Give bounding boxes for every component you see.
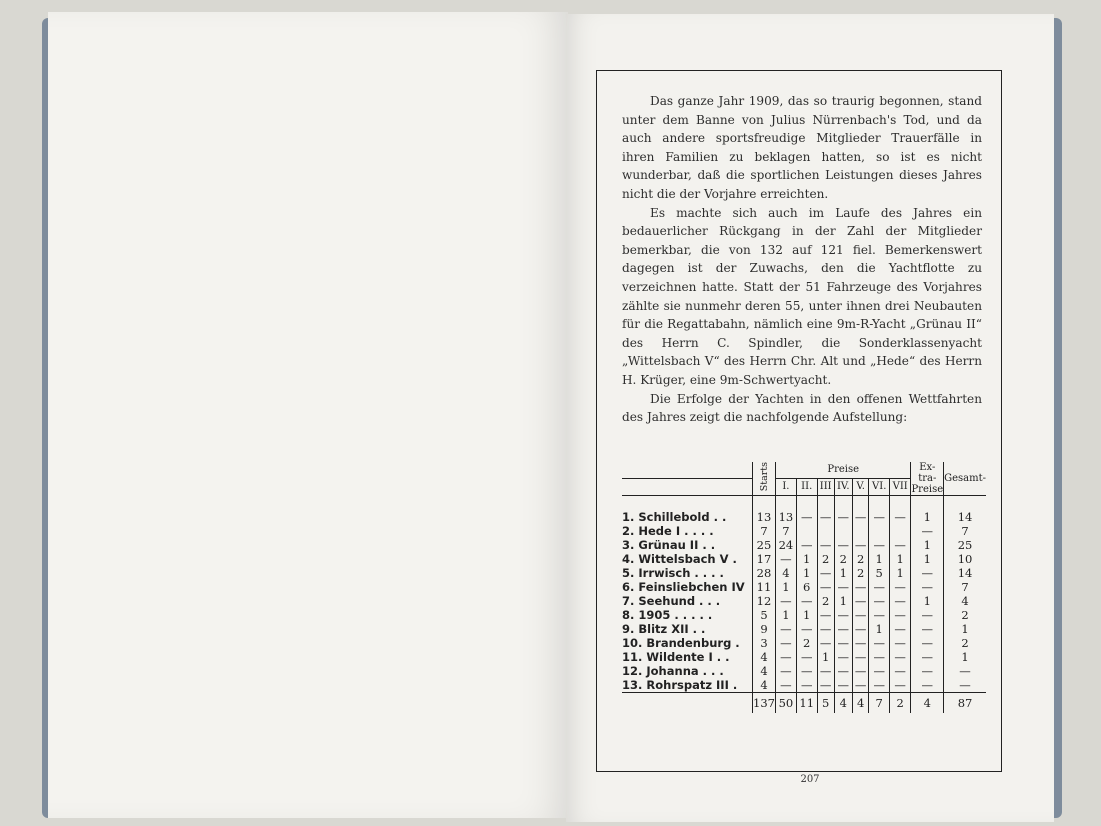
prize-cell: — (776, 594, 797, 608)
starts-cell: 25 (753, 538, 776, 552)
prize-cell: — (889, 622, 911, 636)
starts-cell: 28 (753, 566, 776, 580)
prize-cell: — (852, 622, 869, 636)
prize-cell: 6 (796, 580, 817, 594)
prize-cell: — (834, 608, 852, 622)
prize-cell: — (817, 622, 834, 636)
paragraph: Das ganze Jahr 1909, das so traurig begonnen, stand unter dem Banne von Julius Nürrenbach's Tod, und da auch andere sportsfreudige Mitglieder Trauerfälle in ihren Familien zu beklagen hatten, so ist es nicht wunderbar, daß die sportlichen Leistungen dieses Jahres nicht die der Vorjahre erreichten. (622, 94, 982, 201)
starts-cell: 17 (753, 552, 776, 566)
table-row (622, 594, 986, 608)
starts-cell: 11 (753, 580, 776, 594)
grand-total: 87 (944, 692, 986, 713)
prize-cell: — (776, 650, 797, 664)
right-page (566, 14, 1054, 822)
yacht-name: 3. Grünau II . . (622, 537, 716, 552)
prize-col-header: II. (796, 478, 817, 495)
starts-cell: 13 (753, 510, 776, 524)
prize-col-header: I. (776, 478, 797, 495)
starts-cell: 5 (753, 608, 776, 622)
prize-cell: 1 (796, 608, 817, 622)
prize-cell: — (852, 510, 869, 524)
prize-cell: — (869, 664, 889, 678)
prize-cell: 2 (852, 552, 869, 566)
prize-total: 7 (869, 692, 889, 713)
body-text (622, 92, 982, 427)
prize-cell: 1 (776, 608, 797, 622)
total-cell: 7 (944, 580, 986, 594)
prize-col-header: V. (852, 478, 869, 495)
prize-cell: — (852, 664, 869, 678)
yacht-name: 10. Brandenburg . (622, 635, 740, 650)
prize-col-header: IV. (834, 478, 852, 495)
table-row (622, 622, 986, 636)
paragraph: Es machte sich auch im Laufe des Jahres ein bedauerlicher Rückgang in der Zahl der Mitglieder bemerkbar, die von 132 auf 121 fiel. Bemerkenswert dagegen ist der Zuwachs, den die Yachtflotte zu verzeichnen hatte. Statt der 51 Fahrzeuge des Vorjahres zählte sie nunmehr deren 55, unter ihnen drei Neubauten für die Regattabahn, nämlich eine 9m-R-Yacht „Grünau II“ des Herrn C. Spindler, die Sonderklassenyacht „Wittelsbach V“ des Herrn Chr. Alt und „Hede“ des Herrn H. Krüger, eine 9m-Schwertyacht. (622, 205, 982, 387)
prize-cell: — (869, 650, 889, 664)
prize-cell: — (796, 678, 817, 693)
prize-cell: — (817, 678, 834, 693)
prize-cell: — (852, 608, 869, 622)
yacht-name: 13. Rohrspatz III . (622, 677, 738, 692)
table-row (622, 678, 986, 693)
prize-cell: 4 (776, 566, 797, 580)
prize-cell (796, 524, 817, 538)
prize-cell (889, 524, 911, 538)
prizes-header: Preise (776, 462, 911, 478)
table-row (622, 566, 986, 580)
yacht-name: 5. Irrwisch . . . . (622, 565, 724, 580)
table-row (622, 636, 986, 650)
prize-cell: 1 (869, 552, 889, 566)
prize-cell: — (796, 664, 817, 678)
prize-cell: — (889, 636, 911, 650)
yacht-name: 1. Schillebold . . (622, 509, 727, 524)
total-cell: 1 (944, 650, 986, 664)
total-cell: 2 (944, 608, 986, 622)
extra-header: Ex-tra-Preise (911, 462, 944, 495)
prize-cell: — (817, 608, 834, 622)
prize-cell: — (817, 510, 834, 524)
prize-cell: — (796, 594, 817, 608)
prize-cell: — (852, 678, 869, 693)
prize-cell (817, 524, 834, 538)
extra-cell: 1 (911, 510, 944, 524)
table-row (622, 524, 986, 538)
prize-cell: 7 (776, 524, 797, 538)
left-page-blank (48, 12, 568, 818)
table-row (622, 580, 986, 594)
extra-cell: — (911, 664, 944, 678)
total-cell: 14 (944, 566, 986, 580)
prize-cell: 1 (869, 622, 889, 636)
table-row (622, 552, 986, 566)
prize-cell: 1 (889, 552, 911, 566)
prize-cell: — (834, 580, 852, 594)
prize-cell: — (776, 552, 797, 566)
prize-cell: — (834, 510, 852, 524)
starts-cell: 4 (753, 664, 776, 678)
total-cell: 14 (944, 510, 986, 524)
prize-cell: — (869, 510, 889, 524)
total-cell: 7 (944, 524, 986, 538)
prize-total: 4 (852, 692, 869, 713)
starts-header: Starts (758, 462, 770, 492)
prize-cell: — (869, 636, 889, 650)
prize-cell: 2 (817, 594, 834, 608)
prize-cell: — (796, 650, 817, 664)
paragraph: Die Erfolge der Yachten in den offenen Wettfahrten des Jahres zeigt die nachfolgende Aufstellung: (622, 391, 982, 425)
prize-cell: — (817, 538, 834, 552)
prize-col-header: III (817, 478, 834, 495)
prize-cell: — (869, 678, 889, 693)
yacht-name: 7. Seehund . . . (622, 593, 721, 608)
extra-cell: 1 (911, 538, 944, 552)
prize-cell: — (869, 538, 889, 552)
prize-cell: — (817, 580, 834, 594)
prize-cell: — (889, 608, 911, 622)
prize-cell: 1 (834, 594, 852, 608)
starts-cell: 7 (753, 524, 776, 538)
prize-cell: — (776, 636, 797, 650)
prize-cell: — (852, 636, 869, 650)
starts-cell: 9 (753, 622, 776, 636)
prize-cell: 5 (869, 566, 889, 580)
prize-total: 4 (834, 692, 852, 713)
prize-cell: 1 (796, 566, 817, 580)
prize-cell: — (817, 636, 834, 650)
prize-cell: — (869, 580, 889, 594)
prize-cell: — (889, 678, 911, 693)
prize-cell: — (834, 538, 852, 552)
yacht-name: 9. Blitz XII . . (622, 621, 706, 636)
starts-total: 137 (753, 692, 776, 713)
table-row (622, 608, 986, 622)
prize-cell: — (834, 650, 852, 664)
prize-cell (834, 524, 852, 538)
extra-cell: 1 (911, 594, 944, 608)
yacht-name: 4. Wittelsbach V . (622, 551, 737, 566)
prize-cell: — (834, 636, 852, 650)
extra-cell: — (911, 650, 944, 664)
prize-cell: — (889, 580, 911, 594)
extra-cell: — (911, 524, 944, 538)
prize-cell: — (889, 510, 911, 524)
prize-cell: — (796, 622, 817, 636)
starts-cell: 4 (753, 650, 776, 664)
total-cell: — (944, 664, 986, 678)
table-row (622, 650, 986, 664)
yacht-name: 8. 1905 . . . . . (622, 607, 713, 622)
total-cell: 25 (944, 538, 986, 552)
prize-cell: — (796, 538, 817, 552)
prize-cell: — (776, 622, 797, 636)
results-table (622, 462, 986, 713)
page-number: 207 (800, 774, 820, 785)
prize-cell: — (869, 608, 889, 622)
yacht-name: 11. Wildente I . . (622, 649, 730, 664)
prize-cell: 1 (834, 566, 852, 580)
prize-cell: 1 (889, 566, 911, 580)
prize-cell: — (776, 664, 797, 678)
extra-cell: — (911, 608, 944, 622)
table-row (622, 510, 986, 524)
prize-cell: — (889, 650, 911, 664)
prize-cell: 2 (834, 552, 852, 566)
starts-cell: 3 (753, 636, 776, 650)
total-cell: 10 (944, 552, 986, 566)
extra-cell: — (911, 580, 944, 594)
total-cell: 4 (944, 594, 986, 608)
prize-cell: — (852, 594, 869, 608)
prize-cell: 1 (776, 580, 797, 594)
table-row (622, 664, 986, 678)
prize-cell: — (776, 678, 797, 693)
prize-cell (869, 524, 889, 538)
prize-cell: — (889, 538, 911, 552)
extra-cell: — (911, 566, 944, 580)
prize-cell: — (852, 538, 869, 552)
extra-cell: — (911, 622, 944, 636)
prize-col-header: VI. (869, 478, 889, 495)
prize-cell: — (817, 566, 834, 580)
total-header: Gesamt- (944, 462, 986, 496)
prize-cell: — (889, 664, 911, 678)
total-cell: 1 (944, 622, 986, 636)
prize-cell (852, 524, 869, 538)
yacht-name: 6. Feinsliebchen IV (622, 579, 745, 594)
extra-cell: 1 (911, 552, 944, 566)
totals-row (622, 692, 986, 713)
table-body (622, 496, 986, 713)
spacer-row (622, 496, 986, 510)
prize-col-header: VII (889, 478, 911, 495)
total-cell: 2 (944, 636, 986, 650)
starts-cell: 4 (753, 678, 776, 693)
yacht-name: 2. Hede I . . . . (622, 523, 714, 538)
prize-total: 11 (796, 692, 817, 713)
prize-total: 50 (776, 692, 797, 713)
extra-cell: — (911, 636, 944, 650)
prize-cell: 1 (796, 552, 817, 566)
prize-cell: — (796, 510, 817, 524)
prize-cell: 2 (852, 566, 869, 580)
prize-cell: — (852, 580, 869, 594)
prize-cell: — (834, 664, 852, 678)
prize-cell: 1 (817, 650, 834, 664)
prize-cell: — (834, 622, 852, 636)
extra-cell: — (911, 678, 944, 693)
yacht-name: 12. Johanna . . . (622, 663, 724, 678)
prize-cell: 2 (817, 552, 834, 566)
prize-total: 5 (817, 692, 834, 713)
prize-cell: — (889, 594, 911, 608)
prize-cell: — (852, 650, 869, 664)
prize-cell: — (834, 678, 852, 693)
prize-cell: — (817, 664, 834, 678)
prize-total: 2 (889, 692, 911, 713)
prize-cell: 24 (776, 538, 797, 552)
prize-cell: 13 (776, 510, 797, 524)
total-cell: — (944, 678, 986, 693)
prize-cell: — (869, 594, 889, 608)
extra-total: 4 (911, 692, 944, 713)
starts-cell: 12 (753, 594, 776, 608)
prize-cell: 2 (796, 636, 817, 650)
table-row (622, 538, 986, 552)
